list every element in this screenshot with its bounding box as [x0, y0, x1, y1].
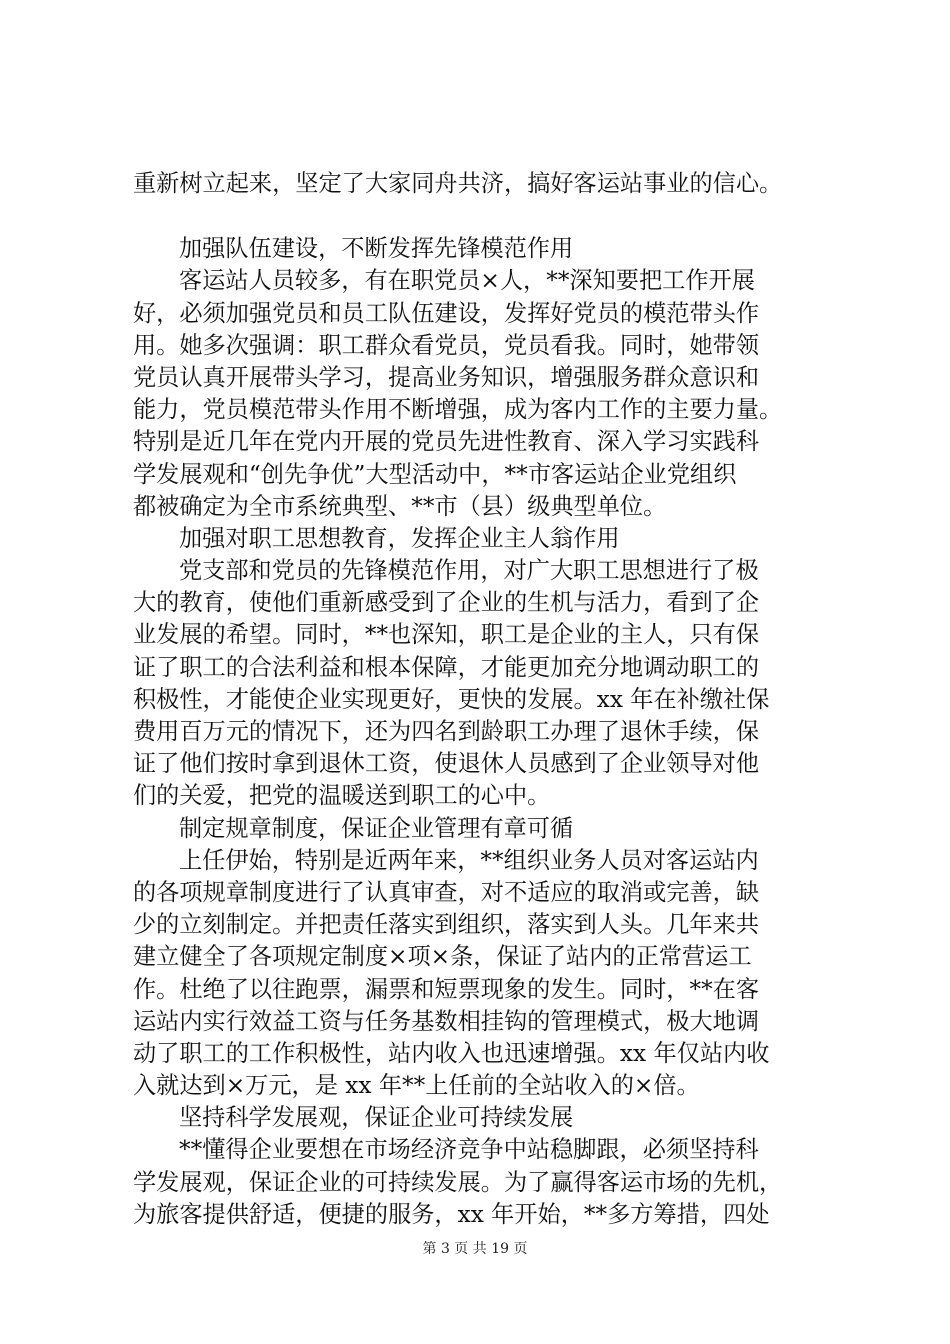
paragraph-line: 特别是近几年在党内开展的党员先进性教育、深入学习实践科 — [133, 428, 760, 456]
paragraph-line: 重新树立起来，坚定了大家同舟共济，搞好客运站事业的信心。 — [133, 170, 783, 197]
paragraph-line: 大的教育，使他们重新感受到了企业的生机与活力，看到了企 — [133, 589, 760, 617]
paragraph-line: 好，必须加强党员和员工队伍建设，发挥好党员的模范带头作 — [133, 299, 760, 327]
paragraph-line: 动了职工的工作积极性，站内收入也迅速增强。xx 年仅站内收 — [133, 1039, 770, 1067]
section-heading: 加强对职工思想教育，发挥企业主人翁作用 — [179, 524, 620, 552]
paragraph-line: 建立健全了各项规定制度×项×条，保证了站内的正常营运工 — [133, 943, 752, 971]
section-heading: 加强队伍建设，不断发挥先锋模范作用 — [179, 235, 574, 263]
paragraph-line: 业发展的希望。同时，**也深知，职工是企业的主人，只有保 — [133, 621, 760, 649]
paragraph-line: 的各项规章制度进行了认真审查，对不适应的取消或完善，缺 — [133, 878, 760, 906]
section-heading: 制定规章制度，保证企业管理有章可循 — [179, 814, 574, 842]
paragraph-line: 党员认真开展带头学习，提高业务知识，增强服务群众意识和 — [133, 363, 760, 391]
paragraph-line: 证了职工的合法利益和根本保障，才能更加充分地调动职工的 — [133, 653, 760, 681]
section-heading: 坚持科学发展观，保证企业可持续发展 — [179, 1104, 574, 1132]
paragraph-gap — [133, 200, 833, 233]
paragraph-line: 作。杜绝了以往跑票，漏票和短票现象的发生。同时，**在客 — [133, 975, 760, 1003]
paragraph-line: 积极性，才能使企业实现更好，更快的发展。xx 年在补缴社保 — [133, 685, 770, 713]
paragraph-line: **懂得企业要想在市场经济竞争中站稳脚跟，必须坚持科 — [179, 1136, 759, 1164]
paragraph-line: 党支部和党员的先锋模范作用，对广大职工思想进行了极 — [179, 557, 759, 585]
paragraph-line: 上任伊始，特别是近两年来，**组织业务人员对客运站内 — [179, 846, 759, 874]
paragraph-line: 入就达到×万元，是 xx 年**上任前的全站收入的×倍。 — [133, 1072, 700, 1100]
paragraph-line: 都被确定为全市系统典型、**市（县）级典型单位。 — [133, 492, 667, 520]
paragraph-line: 学发展观和“创先争优”大型活动中，**市客运站企业党组织 — [133, 460, 737, 488]
paragraph-line: 证了他们按时拿到退休工资，使退休人员感到了企业领导对他 — [133, 750, 760, 778]
page-footer: 第 3 页 共 19 页 — [422, 1241, 528, 1257]
document-body — [133, 168, 833, 1231]
paragraph-line: 用。她多次强调：职工群众看党员，党员看我。同时，她带领 — [133, 331, 760, 359]
paragraph-line: 学发展观，保证企业的可持续发展。为了赢得客运市场的先机， — [133, 1168, 783, 1196]
paragraph-line: 少的立刻制定。并把责任落实到组织，落实到人头。几年来共 — [133, 911, 760, 939]
paragraph-line: 们的关爱，把党的温暖送到职工的心中。 — [133, 782, 551, 810]
paragraph-line: 运站内实行效益工资与任务基数相挂钩的管理模式，极大地调 — [133, 1007, 760, 1035]
paragraph-line: 费用百万元的情况下，还为四名到龄职工办理了退休手续，保 — [133, 718, 760, 745]
paragraph-line: 为旅客提供舒适，便捷的服务，xx 年开始，**多方筹措，四处 — [133, 1200, 770, 1228]
paragraph-line: 客运站人员较多，有在职党员×人，**深知要把工作开展 — [179, 267, 755, 295]
paragraph-line: 能力，党员模范带头作用不断增强，成为客内工作的主要力量。 — [133, 396, 783, 424]
